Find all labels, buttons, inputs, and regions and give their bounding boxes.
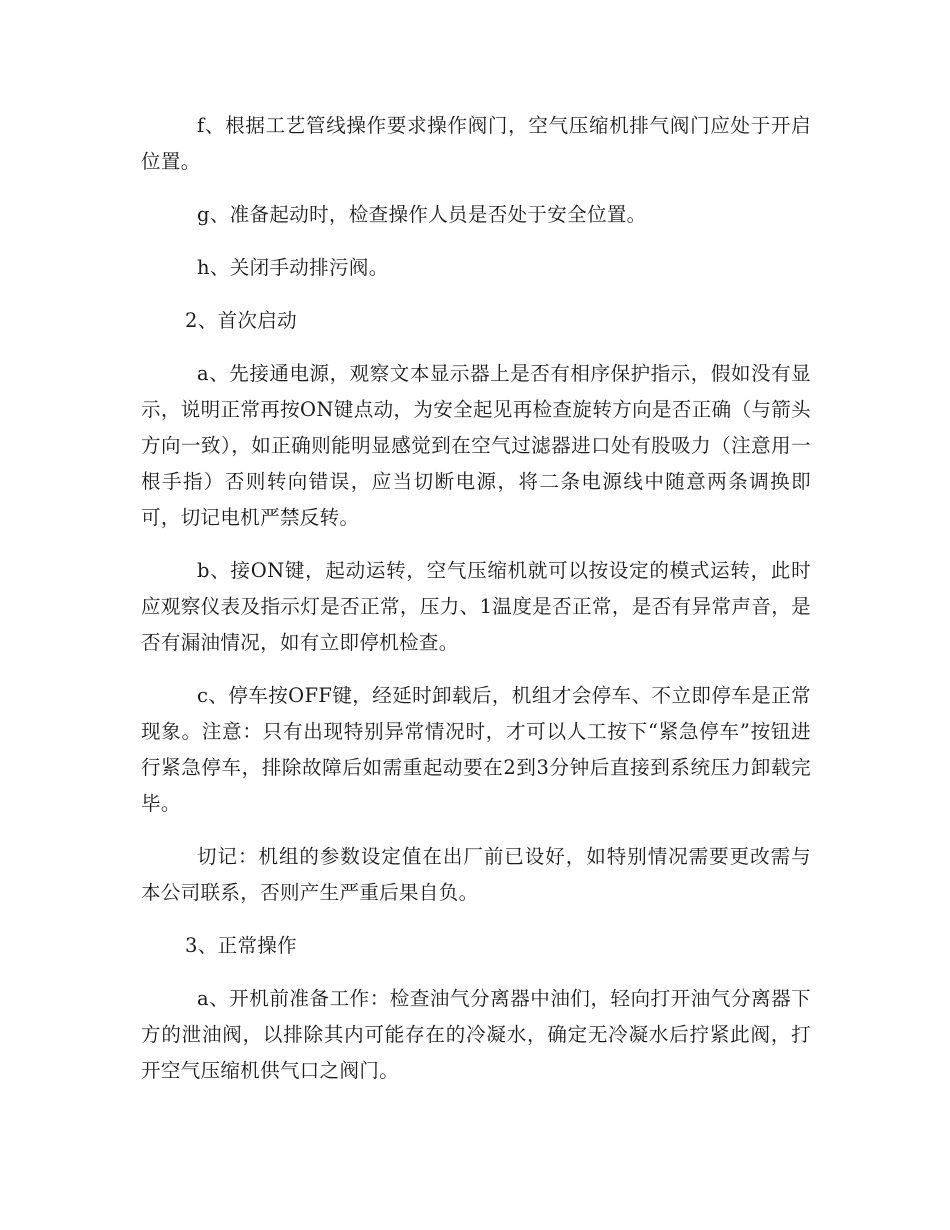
paragraph-step-h: h、关闭手动排污阀。 <box>197 256 389 279</box>
paragraph-step-g: g、准备起动时，检查操作人员是否处于安全位置。 <box>197 203 647 226</box>
section-heading-first-start: 2、首次启动 <box>185 309 298 332</box>
paragraph-step-a-first-start: a、先接通电源，观察文本显示器上是否有相序保护指示，假如没有显示，说明正常再按ON键点动，为安全起见再检查旋转方向是否正确（与箭头方向一致），如正确则能明显感觉到在空气过滤器进口处有股吸力（注意用一根手指）否则转向错误，应当切断电源，将二条电源线中随意两条调换即可，切记电机严禁反转。 <box>141 362 811 529</box>
paragraph-reminder: 切记：机组的参数设定值在出厂前已设好，如特别情况需要更改需与本公司联系，否则产生严重后果自负。 <box>141 845 811 904</box>
section-heading-normal-operation: 3、正常操作 <box>185 934 298 957</box>
document-body <box>141 108 811 1106</box>
paragraph-step-f: f、根据工艺管线操作要求操作阀门，空气压缩机排气阀门应处于开启位置。 <box>141 114 811 173</box>
paragraph-step-a-normal-operation: a、开机前准备工作：检查油气分离器中油们，轻向打开油气分离器下方的泄油阀，以排除其内可能存在的冷凝水，确定无冷凝水后拧紧此阀，打开空气压缩机供气口之阀门。 <box>141 987 811 1082</box>
paragraph-step-b-first-start: b、接ON键，起动运转，空气压缩机就可以按设定的模式运转，此时应观察仪表及指示灯是否正常，压力、1温度是否正常，是否有异常声音，是否有漏油情况，如有立即停机检查。 <box>141 559 811 654</box>
paragraph-step-c-first-start: c、停车按OFF键，经延时卸载后，机组才会停车、不立即停车是正常现象。注意：只有出现特别异常情况时，才可以人工按下“紧急停车”按钮进行紧急停车，排除故障后如需重起动要在2到3分钟后直接到系统压力卸载完毕。 <box>141 684 811 815</box>
